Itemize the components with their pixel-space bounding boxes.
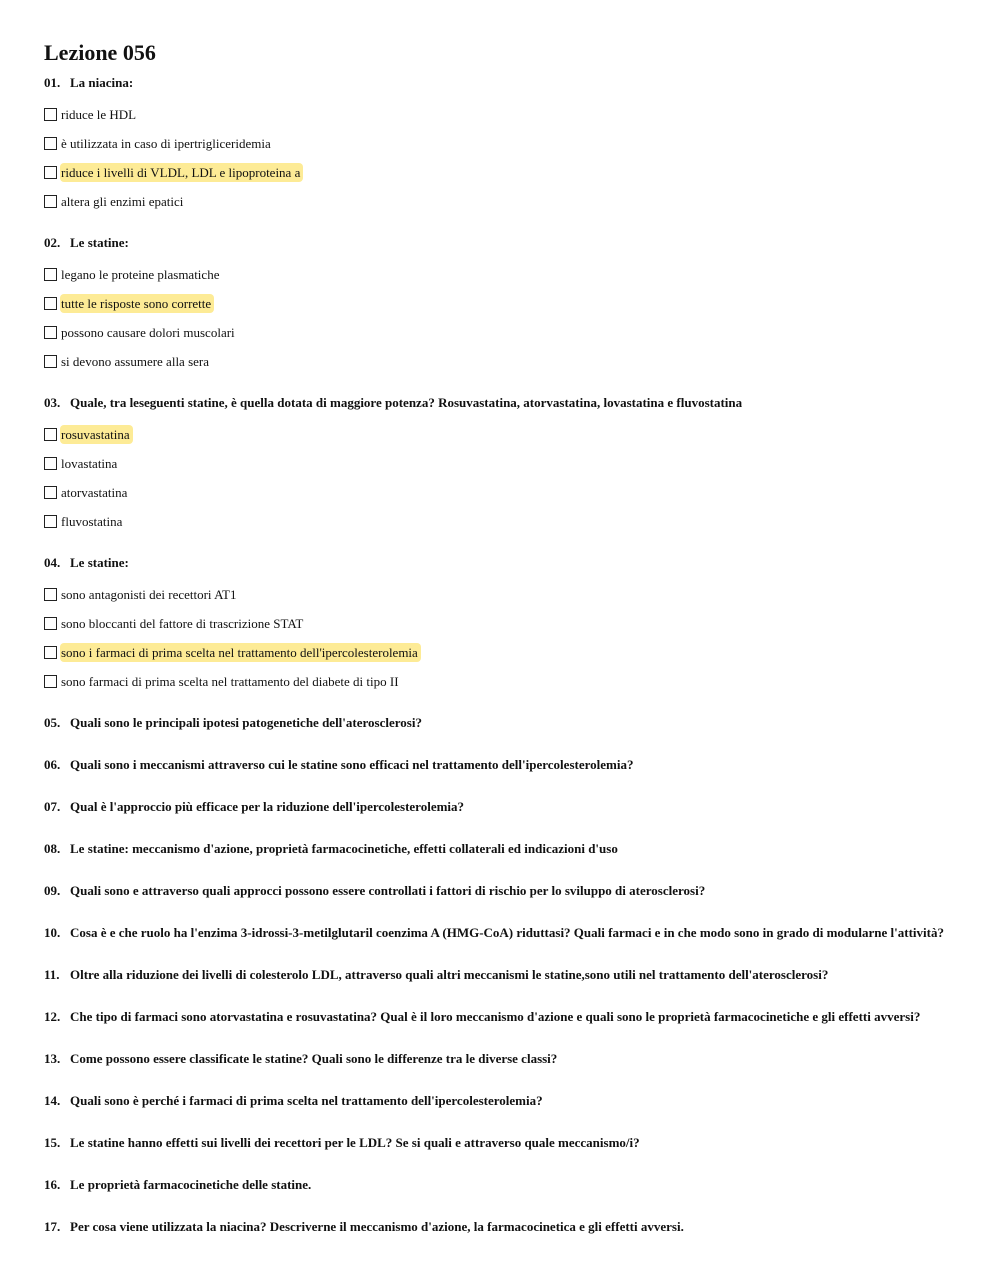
question-heading <box>44 555 964 571</box>
answer-option[interactable] <box>44 638 964 667</box>
answer-option[interactable] <box>44 260 964 289</box>
question-number: 14. <box>44 1093 61 1108</box>
answer-option[interactable] <box>44 507 964 536</box>
mc-question-2 <box>44 235 964 376</box>
question-number: 12. <box>44 1009 61 1024</box>
open-question-07 <box>44 799 964 814</box>
question-number: 01. <box>44 75 61 90</box>
question-text: Quale, tra leseguenti statine, è quella dotata di maggiore potenza? Rosuvastatina, atorvastatina, lovastatina e fluvostatina <box>70 395 743 410</box>
question-number: 17. <box>44 1219 61 1234</box>
open-question-16 <box>44 1177 964 1192</box>
document-page <box>44 38 964 1261</box>
answer-label: fluvostatina <box>61 514 123 529</box>
answer-checkbox[interactable] <box>44 108 57 121</box>
open-question-13 <box>44 1051 964 1066</box>
answer-option[interactable] <box>44 667 964 696</box>
answer-label-highlighted: rosuvastatina <box>60 425 133 444</box>
question-text: Come possono essere classificate le statine? Quali sono le differenze tra le diverse classi? <box>70 1051 558 1066</box>
mc-question-4 <box>44 555 964 696</box>
question-text: Le statine: <box>70 555 129 570</box>
answer-option[interactable] <box>44 347 964 376</box>
answer-label: riduce le HDL <box>61 107 137 122</box>
answer-checkbox[interactable] <box>44 457 57 470</box>
answer-option[interactable] <box>44 100 964 129</box>
answer-checkbox[interactable] <box>44 486 57 499</box>
question-number: 16. <box>44 1177 61 1192</box>
answer-label: è utilizzata in caso di ipertrigliceridemia <box>61 136 271 151</box>
question-heading <box>44 235 964 251</box>
question-number: 02. <box>44 235 61 250</box>
question-number: 04. <box>44 555 61 570</box>
answer-label-highlighted: sono i farmaci di prima scelta nel trattamento dell'ipercolesterolemia <box>60 643 421 662</box>
question-number: 08. <box>44 841 61 856</box>
answer-checkbox[interactable] <box>44 515 57 528</box>
answer-label: lovastatina <box>61 456 118 471</box>
answer-checkbox[interactable] <box>44 166 57 179</box>
question-number: 11. <box>44 967 60 982</box>
answer-label: altera gli enzimi epatici <box>61 194 184 209</box>
question-number: 05. <box>44 715 61 730</box>
open-question-12 <box>44 1009 964 1024</box>
question-text: Per cosa viene utilizzata la niacina? Descriverne il meccanismo d'azione, la farmacocinetica e gli effetti avversi. <box>70 1219 684 1234</box>
open-question-15 <box>44 1135 964 1150</box>
answer-checkbox[interactable] <box>44 588 57 601</box>
open-question-05 <box>44 715 964 730</box>
question-number: 10. <box>44 925 61 940</box>
question-text: Qual è l'approccio più efficace per la riduzione dell'ipercolesterolemia? <box>70 799 465 814</box>
multiple-choice-list <box>44 75 964 696</box>
page-title: Lezione 056 <box>44 40 156 65</box>
question-number: 07. <box>44 799 61 814</box>
question-number: 03. <box>44 395 61 410</box>
answer-checkbox[interactable] <box>44 675 57 688</box>
answer-label-highlighted: tutte le risposte sono corrette <box>60 294 214 313</box>
answer-label: sono antagonisti dei recettori AT1 <box>61 587 237 602</box>
answer-label: possono causare dolori muscolari <box>61 325 235 340</box>
question-number: 09. <box>44 883 61 898</box>
question-text: Cosa è e che ruolo ha l'enzima 3-idrossi-3-metilglutaril coenzima A (HMG-CoA) riduttasi? Quali farmaci e in che modo sono in grado di modularne l'attività? <box>70 925 944 940</box>
question-text: Quali sono e attraverso quali approcci possono essere controllati i fattori di rischio per lo sviluppo di aterosclerosi? <box>70 883 706 898</box>
open-question-list <box>44 715 964 1234</box>
answer-checkbox[interactable] <box>44 355 57 368</box>
question-text: Le proprietà farmacocinetiche delle statine. <box>70 1177 312 1192</box>
answer-checkbox[interactable] <box>44 268 57 281</box>
open-question-10 <box>44 925 964 940</box>
open-question-06 <box>44 757 964 772</box>
question-heading <box>44 75 964 91</box>
answer-option[interactable] <box>44 449 964 478</box>
answer-option[interactable] <box>44 609 964 638</box>
answer-checkbox[interactable] <box>44 195 57 208</box>
answer-checkbox[interactable] <box>44 137 57 150</box>
question-text: Quali sono è perché i farmaci di prima scelta nel trattamento dell'ipercolesterolemia? <box>70 1093 543 1108</box>
answer-option[interactable] <box>44 478 964 507</box>
question-text: Che tipo di farmaci sono atorvastatina e rosuvastatina? Qual è il loro meccanismo d'azione e quali sono le proprietà farmacocinetiche e gli effetti avversi? <box>70 1009 921 1024</box>
open-question-17 <box>44 1219 964 1234</box>
answer-checkbox[interactable] <box>44 297 57 310</box>
question-number: 06. <box>44 757 61 772</box>
question-text: Oltre alla riduzione dei livelli di colesterolo LDL, attraverso quali altri meccanismi le statine,sono utili nel trattamento dell'aterosclerosi? <box>70 967 829 982</box>
answer-label: sono farmaci di prima scelta nel trattamento del diabete di tipo II <box>61 674 399 689</box>
answer-checkbox[interactable] <box>44 428 57 441</box>
question-text: Quali sono le principali ipotesi patogenetiche dell'aterosclerosi? <box>70 715 422 730</box>
answer-label: atorvastatina <box>61 485 128 500</box>
mc-question-3 <box>44 395 964 536</box>
question-text: Le statine: meccanismo d'azione, proprietà farmacocinetiche, effetti collaterali ed indicazioni d'uso <box>70 841 618 856</box>
open-question-11 <box>44 967 964 982</box>
answer-option[interactable] <box>44 129 964 158</box>
answer-checkbox[interactable] <box>44 646 57 659</box>
open-question-09 <box>44 883 964 898</box>
answer-option[interactable] <box>44 187 964 216</box>
question-heading <box>44 395 964 411</box>
question-text: Le statine hanno effetti sui livelli dei recettori per le LDL? Se si quali e attraverso quale meccanismo/i? <box>70 1135 640 1150</box>
answer-checkbox[interactable] <box>44 617 57 630</box>
question-text: La niacina: <box>70 75 134 90</box>
answer-option[interactable] <box>44 158 964 187</box>
answer-option[interactable] <box>44 318 964 347</box>
answer-label-highlighted: riduce i livelli di VLDL, LDL e lipoproteina a <box>60 163 303 182</box>
question-text: Quali sono i meccanismi attraverso cui le statine sono efficaci nel trattamento dell'ipercolesterolemia? <box>70 757 634 772</box>
answer-checkbox[interactable] <box>44 326 57 339</box>
answer-option[interactable] <box>44 420 964 449</box>
answer-label: sono bloccanti del fattore di trascrizione STAT <box>61 616 304 631</box>
question-text: Le statine: <box>70 235 129 250</box>
answer-label: si devono assumere alla sera <box>61 354 210 369</box>
open-question-14 <box>44 1093 964 1108</box>
answer-label: legano le proteine plasmatiche <box>61 267 220 282</box>
answer-option[interactable] <box>44 289 964 318</box>
question-number: 13. <box>44 1051 61 1066</box>
answer-option[interactable] <box>44 580 964 609</box>
open-question-08 <box>44 841 964 856</box>
question-number: 15. <box>44 1135 61 1150</box>
mc-question-1 <box>44 75 964 216</box>
